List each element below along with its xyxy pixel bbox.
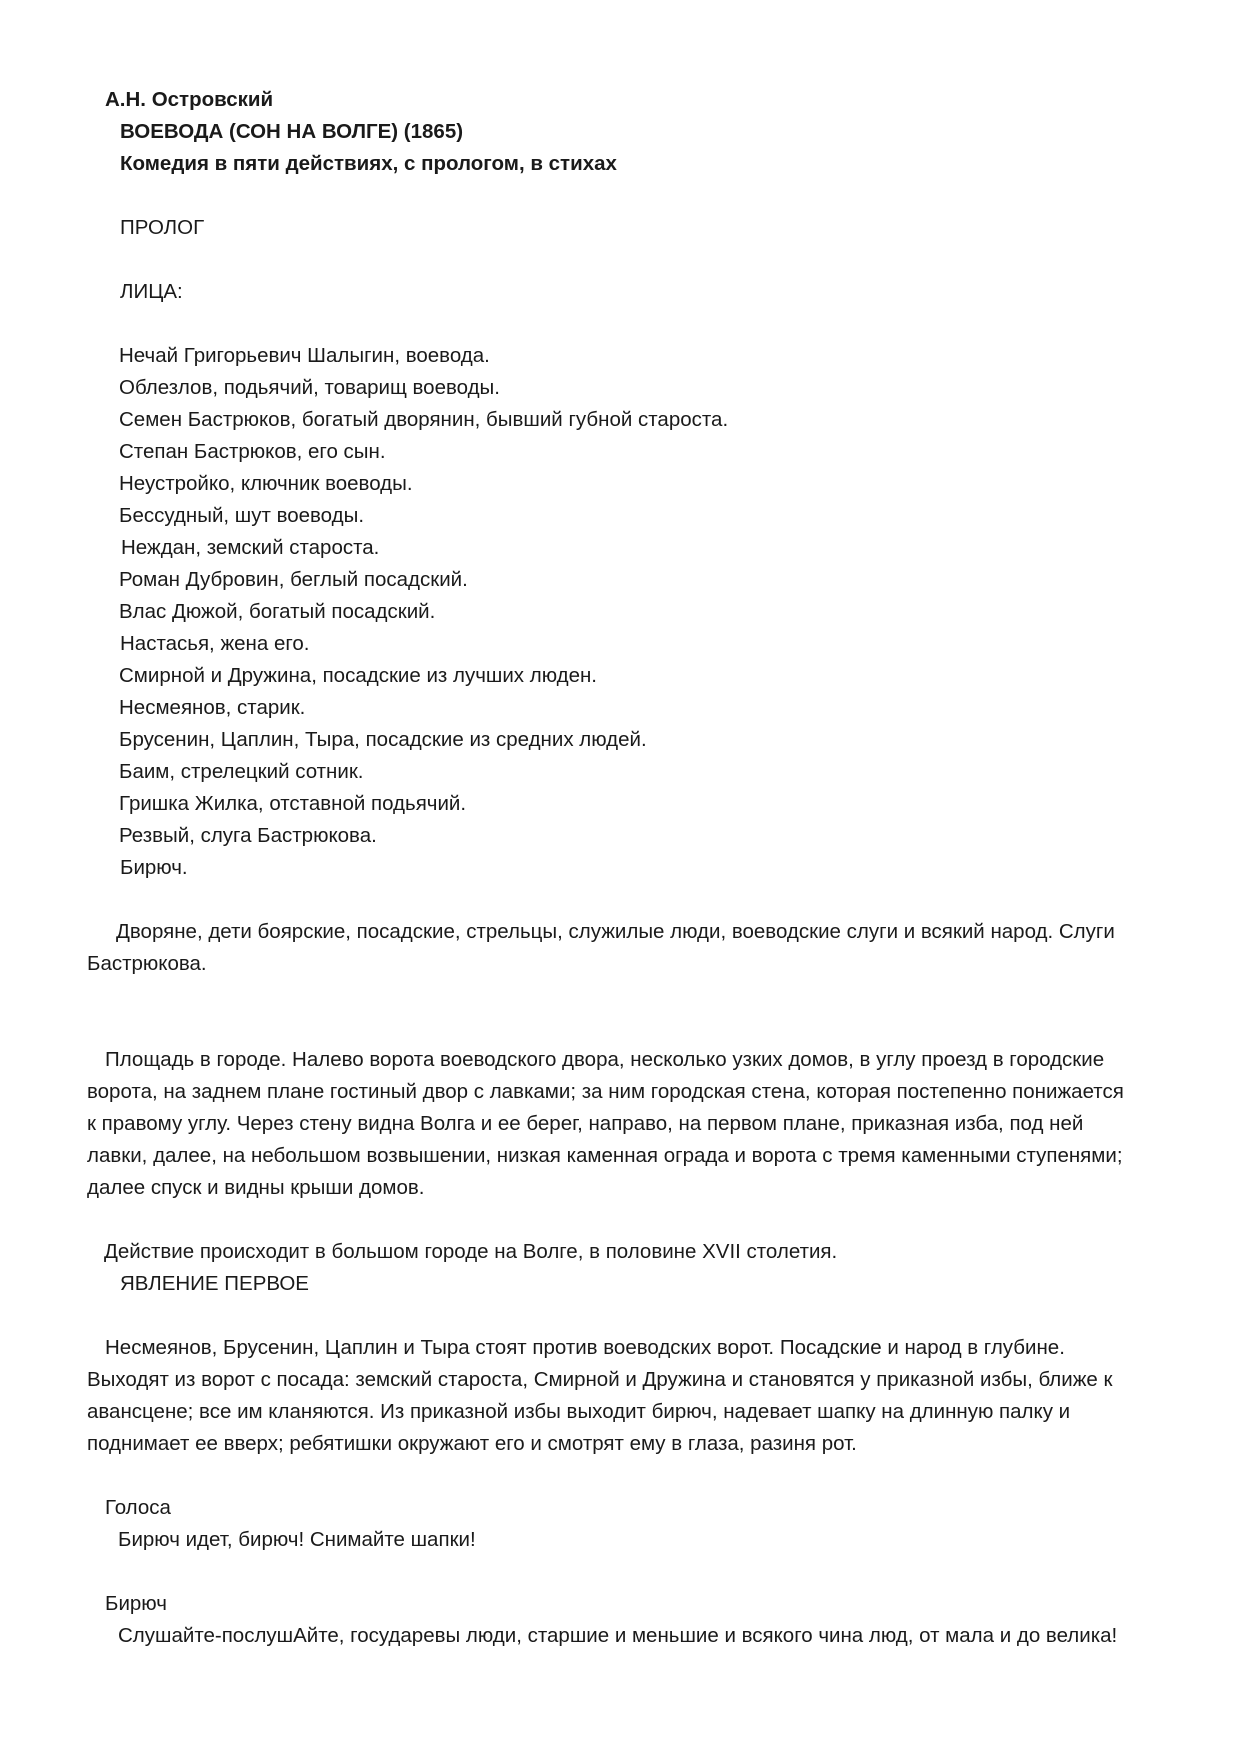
scene-heading: ЯВЛЕНИЕ ПЕРВОЕ: [120, 1272, 309, 1295]
author-name: А.Н. Островский: [105, 88, 274, 111]
setting-line: ворота, на заднем плане гостиный двор с лавками; за ним городская стена, которая постепенно понижается: [87, 1080, 1124, 1103]
cast-heading: ЛИЦА:: [120, 280, 183, 303]
play-title: ВОЕВОДА (СОН НА ВОЛГЕ) (1865): [120, 120, 464, 143]
cast-item: Настасья, жена его.: [120, 632, 310, 655]
crowd-line: Дворяне, дети боярские, посадские, стрельцы, служилые люди, воеводские слуги и всякий народ. Слуги: [116, 920, 1115, 943]
speech-line: Бирюч идет, бирюч! Снимайте шапки!: [118, 1528, 476, 1551]
cast-item: Неустройко, ключник воеводы.: [119, 472, 413, 495]
cast-item: Несмеянов, старик.: [119, 696, 306, 719]
stage-direction-line: Выходят из ворот с посада: земский староста, Смирной и Дружина и становятся у приказной избы, ближе к: [87, 1368, 1113, 1391]
setting-line: Площадь в городе. Налево ворота воеводского двора, несколько узких домов, в углу проезд в городские: [105, 1048, 1105, 1071]
cast-item: Нечай Григорьевич Шалыгин, воевода.: [119, 344, 490, 367]
cast-item: Роман Дубровин, беглый посадский.: [119, 568, 468, 591]
cast-item: Степан Бастрюков, его сын.: [119, 440, 386, 463]
stage-direction-line: авансцене; все им кланяются. Из приказной избы выходит бирюч, надевает шапку на длинную палку и: [87, 1400, 1071, 1423]
setting-line: лавки, далее, на небольшом возвышении, низкая каменная ограда и ворота с тремя каменными ступенями;: [87, 1144, 1123, 1167]
cast-item: Неждан, земский староста.: [121, 536, 380, 559]
setting-line: далее спуск и видны крыши домов.: [87, 1176, 425, 1199]
prologue-heading: ПРОЛОГ: [120, 216, 205, 239]
cast-item: Семен Бастрюков, богатый дворянин, бывший губной староста.: [119, 408, 729, 431]
speaker-name: Бирюч: [105, 1592, 167, 1615]
cast-item: Бессудный, шут воеводы.: [119, 504, 365, 527]
cast-item: Гришка Жилка, отставной подьячий.: [119, 792, 467, 815]
cast-item: Баим, стрелецкий сотник.: [119, 760, 364, 783]
cast-item: Резвый, слуга Бастрюкова.: [119, 824, 377, 847]
cast-item: Влас Дюжой, богатый посадский.: [119, 600, 436, 623]
speaker-name: Голоса: [105, 1496, 171, 1519]
cast-item: Смирной и Дружина, посадские из лучших люден.: [119, 664, 598, 687]
crowd-line: Бастрюкова.: [87, 952, 207, 975]
cast-item: Брусенин, Цаплин, Тыра, посадские из средних людей.: [119, 728, 647, 751]
stage-direction-line: Несмеянов, Брусенин, Цаплин и Тыра стоят против воеводских ворот. Посадские и народ в глубине.: [105, 1336, 1065, 1359]
setting-line: к правому углу. Через стену видна Волга и ее берег, направо, на первом плане, приказная изба, под ней: [87, 1112, 1084, 1135]
cast-item: Бирюч.: [120, 856, 188, 879]
cast-item: Облезлов, подьячий, товарищ воеводы.: [119, 376, 500, 399]
stage-direction-line: поднимает ее вверх; ребятишки окружают его и смотрят ему в глаза, разиня рот.: [87, 1432, 857, 1455]
time-place-note: Действие происходит в большом городе на Волге, в половине XVII столетия.: [104, 1240, 838, 1263]
play-subtitle: Комедия в пяти действиях, с прологом, в стихах: [120, 152, 617, 175]
speech-line: Слушайте-послушАйте, государевы люди, старшие и меньшие и всякого чина люд, от мала и до велика!: [118, 1624, 1118, 1647]
